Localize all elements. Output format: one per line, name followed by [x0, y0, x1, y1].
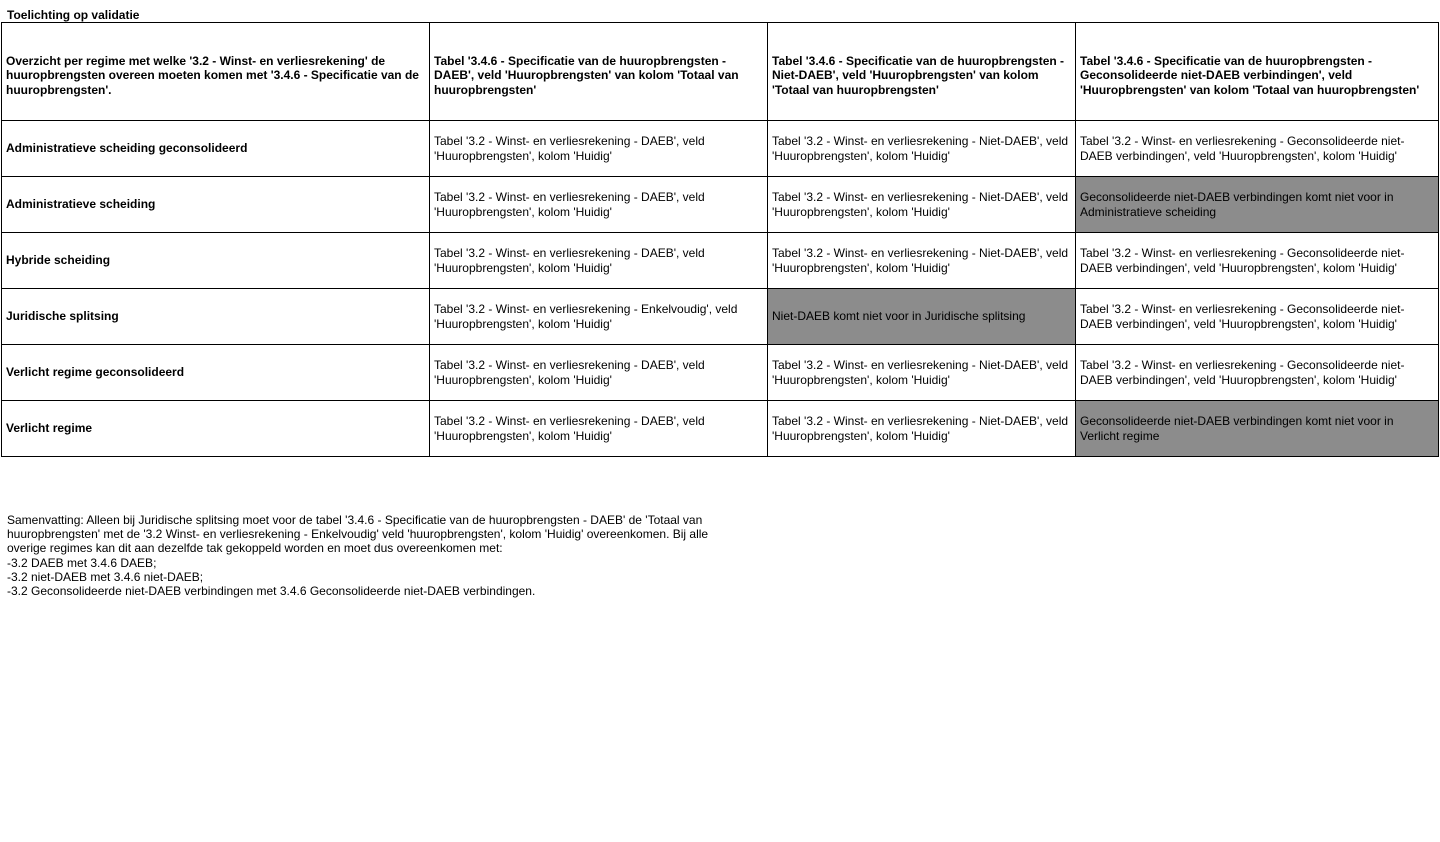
daeb-cell: Tabel '3.2 - Winst- en verliesrekening - DAEB', veld 'Huuropbrengsten', kolom 'Huidig': [430, 177, 768, 233]
regime-cell: Verlicht regime geconsolideerd: [2, 345, 430, 401]
table-row: [2, 233, 1439, 289]
table-row: [2, 401, 1439, 457]
validation-table: [1, 22, 1439, 457]
table-row: [2, 121, 1439, 177]
header-niet-daeb: Tabel '3.4.6 - Specificatie van de huuropbrengsten - Niet-DAEB', veld 'Huuropbrengsten' van kolom 'Totaal van huuropbrengsten': [768, 23, 1076, 121]
regime-cell: Verlicht regime: [2, 401, 430, 457]
header-geconsolideerd: Tabel '3.4.6 - Specificatie van de huuropbrengsten - Geconsolideerde niet-DAEB verbindingen', veld 'Huuropbrengsten' van kolom 'Totaal van huuropbrengsten': [1076, 23, 1439, 121]
daeb-cell: Tabel '3.2 - Winst- en verliesrekening - DAEB', veld 'Huuropbrengsten', kolom 'Huidig': [430, 121, 768, 177]
geconsolideerd-cell: Tabel '3.2 - Winst- en verliesrekening - Geconsolideerde niet-DAEB verbindingen', veld 'Huuropbrengsten', kolom 'Huidig': [1076, 289, 1439, 345]
header-overview: Overzicht per regime met welke '3.2 - Winst- en verliesrekening' de huuropbrengsten overeen moeten komen met '3.4.6 - Specificatie van de huuropbrengsten'.: [2, 23, 430, 121]
geconsolideerd-cell: Tabel '3.2 - Winst- en verliesrekening - Geconsolideerde niet-DAEB verbindingen', veld 'Huuropbrengsten', kolom 'Huidig': [1076, 345, 1439, 401]
daeb-cell: Tabel '3.2 - Winst- en verliesrekening - DAEB', veld 'Huuropbrengsten', kolom 'Huidig': [430, 345, 768, 401]
regime-cell: Hybride scheiding: [2, 233, 430, 289]
table-row: [2, 345, 1439, 401]
summary-paragraph: Samenvatting: Alleen bij Juridische splitsing moet voor de tabel '3.4.6 - Specificatie van de huuropbrengsten - DAEB' de 'Totaal van huuropbrengsten' met de '3.2 Winst- en verliesrekening - Enkelvoudig' veld 'huuropbrengsten', kolom 'Huidig' overeenkomen. Bij alle overige regimes kan dit aan dezelfde tak gekoppeld worden en moet dus overeenkomen met:: [7, 513, 709, 556]
summary-section: [7, 513, 747, 598]
table-row: [2, 289, 1439, 345]
daeb-cell: Tabel '3.2 - Winst- en verliesrekening - DAEB', veld 'Huuropbrengsten', kolom 'Huidig': [430, 233, 768, 289]
geconsolideerd-cell: Tabel '3.2 - Winst- en verliesrekening - Geconsolideerde niet-DAEB verbindingen', veld 'Huuropbrengsten', kolom 'Huidig': [1076, 233, 1439, 289]
summary-line-geconsolideerd: -3.2 Geconsolideerde niet-DAEB verbindingen met 3.4.6 Geconsolideerde niet-DAEB verbindingen.: [7, 584, 536, 599]
geconsolideerd-not-applicable-cell: Geconsolideerde niet-DAEB verbindingen komt niet voor in Administratieve scheiding: [1076, 177, 1439, 233]
regime-cell: Juridische splitsing: [2, 289, 430, 345]
niet-daeb-cell: Tabel '3.2 - Winst- en verliesrekening - Niet-DAEB', veld 'Huuropbrengsten', kolom 'Huidig': [768, 233, 1076, 289]
regime-cell: Administratieve scheiding: [2, 177, 430, 233]
table-row: [2, 177, 1439, 233]
geconsolideerd-not-applicable-cell: Geconsolideerde niet-DAEB verbindingen komt niet voor in Verlicht regime: [1076, 401, 1439, 457]
niet-daeb-cell: Tabel '3.2 - Winst- en verliesrekening - Niet-DAEB', veld 'Huuropbrengsten', kolom 'Huidig': [768, 121, 1076, 177]
page-title: Toelichting op validatie: [7, 8, 140, 22]
niet-daeb-cell: Tabel '3.2 - Winst- en verliesrekening - Niet-DAEB', veld 'Huuropbrengsten', kolom 'Huidig': [768, 177, 1076, 233]
header-daeb: Tabel '3.4.6 - Specificatie van de huuropbrengsten - DAEB', veld 'Huuropbrengsten' van kolom 'Totaal van huuropbrengsten': [430, 23, 768, 121]
geconsolideerd-cell: Tabel '3.2 - Winst- en verliesrekening - Geconsolideerde niet-DAEB verbindingen', veld 'Huuropbrengsten', kolom 'Huidig': [1076, 121, 1439, 177]
summary-line-daeb: -3.2 DAEB met 3.4.6 DAEB;: [7, 555, 157, 570]
niet-daeb-not-applicable-cell: Niet-DAEB komt niet voor in Juridische splitsing: [768, 289, 1076, 345]
niet-daeb-cell: Tabel '3.2 - Winst- en verliesrekening - Niet-DAEB', veld 'Huuropbrengsten', kolom 'Huidig': [768, 345, 1076, 401]
daeb-cell: Tabel '3.2 - Winst- en verliesrekening - DAEB', veld 'Huuropbrengsten', kolom 'Huidig': [430, 401, 768, 457]
summary-line-niet-daeb: -3.2 niet-DAEB met 3.4.6 niet-DAEB;: [7, 569, 204, 584]
niet-daeb-cell: Tabel '3.2 - Winst- en verliesrekening - Niet-DAEB', veld 'Huuropbrengsten', kolom 'Huidig': [768, 401, 1076, 457]
daeb-cell: Tabel '3.2 - Winst- en verliesrekening - Enkelvoudig', veld 'Huuropbrengsten', kolom 'Huidig': [430, 289, 768, 345]
table-header-row: [2, 23, 1439, 121]
regime-cell: Administratieve scheiding geconsolideerd: [2, 121, 430, 177]
